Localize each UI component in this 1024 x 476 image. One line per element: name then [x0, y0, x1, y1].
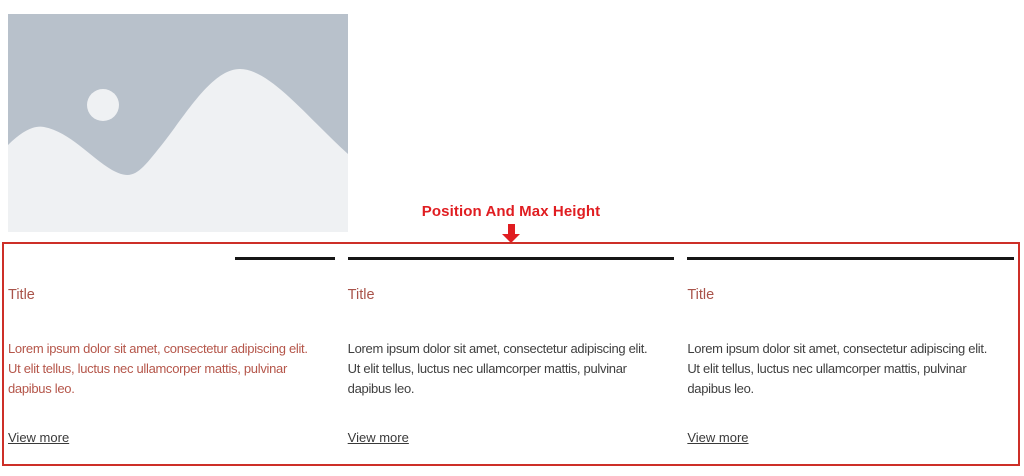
view-more-link[interactable]: View more: [8, 430, 70, 445]
column-body: [687, 339, 1014, 399]
image-placeholder-icon: [8, 14, 348, 232]
body-line: Ut elit tellus, luctus nec ullamcorper mattis, pulvinar: [8, 361, 288, 376]
highlighted-section: [2, 242, 1020, 466]
column-title: Title: [687, 287, 715, 303]
body-line: dapibus leo.: [347, 381, 415, 396]
body-line: Lorem ipsum dolor sit amet, consectetur adipiscing elit.: [8, 341, 308, 356]
view-more-link[interactable]: View more: [347, 430, 409, 445]
column-title: Title: [347, 287, 375, 303]
body-line: dapibus leo.: [8, 381, 75, 396]
divider-line: [687, 257, 1014, 260]
divider-line: [235, 257, 335, 260]
image-placeholder: [8, 14, 348, 232]
column-body: [8, 339, 335, 399]
body-line: Lorem ipsum dolor sit amet, consectetur adipiscing elit.: [687, 341, 988, 356]
column-3: [687, 244, 1014, 464]
body-line: Ut elit tellus, luctus nec ullamcorper mattis, pulvinar: [347, 361, 627, 376]
body-line: Ut elit tellus, luctus nec ullamcorper mattis, pulvinar: [687, 361, 967, 376]
body-line: dapibus leo.: [687, 381, 754, 396]
column-title: Title: [8, 287, 35, 303]
divider-line: [348, 257, 675, 260]
annotation-label: Position And Max Height: [421, 203, 601, 220]
view-more-link[interactable]: View more: [687, 430, 749, 445]
column-1: [8, 244, 335, 464]
column-2: [348, 244, 675, 464]
body-line: Lorem ipsum dolor sit amet, consectetur adipiscing elit.: [347, 341, 648, 356]
column-body: [348, 339, 675, 399]
